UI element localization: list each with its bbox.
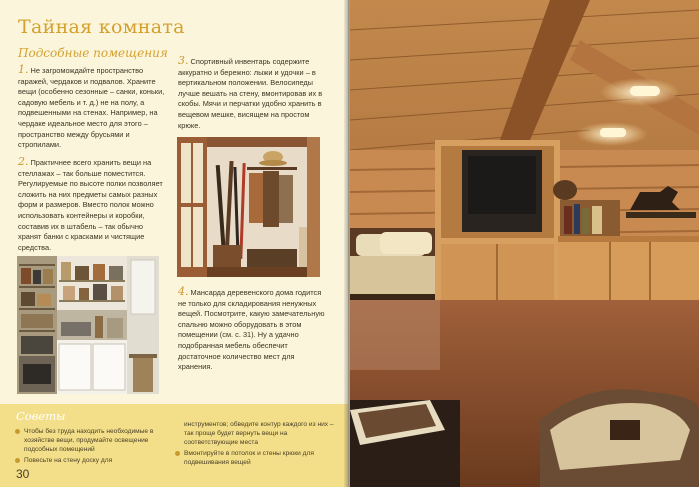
paragraph-number: 1. xyxy=(18,63,29,76)
tip-text: Чтобы без труда находить необходимые в хозяйстве вещи, продумайте освещение подсобных помещений xyxy=(24,428,154,453)
tip-text: инструментов; обведите контур каждого из них – так проще будет вернуть вещи на соответствующие места xyxy=(184,421,334,446)
paragraph-text: Спортивный инвентарь содержите аккуратно и бережно: лыжи и удочки – в вертикальном положении. Велосипеды лучше вешать на стену, вмонтировав их в скобы. Мячи и перчатки удобно хранить в вещевом мешке, висящем на простом крюке. xyxy=(178,57,323,130)
paragraph-2 xyxy=(18,157,166,253)
photo-sports-equipment-closet xyxy=(177,137,320,277)
bullet-icon xyxy=(15,429,20,434)
bullet-icon xyxy=(15,458,20,463)
page-subtitle: Подсобные помещения xyxy=(18,46,168,60)
paragraph-3 xyxy=(178,56,328,131)
tip-item xyxy=(24,456,174,465)
paragraph-text: Не загромождайте пространство гаражей, чердаков и подвалов. Храните вещи (особенно сезонные – санки, коньки, садовую мебель и т. д.) не на полу, а подвешенными на стенах. Например, на чердаке идеальное место для этого – пространство между брусьями и стропилами. xyxy=(18,66,165,150)
tip-text: Повесьте на стену доску для xyxy=(24,457,113,464)
left-page xyxy=(0,0,348,487)
bullet-icon xyxy=(175,451,180,456)
paragraph-number: 3. xyxy=(178,54,189,67)
tip-item-continued xyxy=(184,420,334,447)
page-number: 30 xyxy=(16,467,30,481)
page-title: Тайная комната xyxy=(18,16,185,38)
tips-box xyxy=(0,404,348,487)
tip-item xyxy=(184,449,334,467)
paragraph-number: 2. xyxy=(18,155,29,168)
paragraph-text: Практичнее всего хранить вещи на стеллажах – так больше поместится. Регулируемые по высоте полки позволяет сложить на них предметы самых разных форм и размеров. Вместо полок можно использовать контейнеры и коробки, составив их в штабель – так обычно хранят банки с красками и чистящие средства. xyxy=(18,158,163,252)
tip-text: Вмонтируйте в потолок и стены крюки для подвешивания вещей xyxy=(184,450,314,466)
tip-item xyxy=(24,427,174,454)
tips-title: Советы xyxy=(16,409,66,423)
photo-storage-shelves xyxy=(17,256,159,394)
right-page xyxy=(350,0,699,487)
paragraph-text: Мансарда деревенского дома годится не только для складирования ненужных вещей. Посмотрите, какую замечательную спальню можно оборудовать в этом помещении (см. с. 31). Ну а удачно подобранная мебель обеспечит достаточное количество мест для хранения. xyxy=(178,288,325,372)
paragraph-4 xyxy=(178,287,328,373)
paragraph-number: 4. xyxy=(178,285,189,298)
photo-attic-bedroom xyxy=(350,0,699,487)
paragraph-1 xyxy=(18,65,166,151)
